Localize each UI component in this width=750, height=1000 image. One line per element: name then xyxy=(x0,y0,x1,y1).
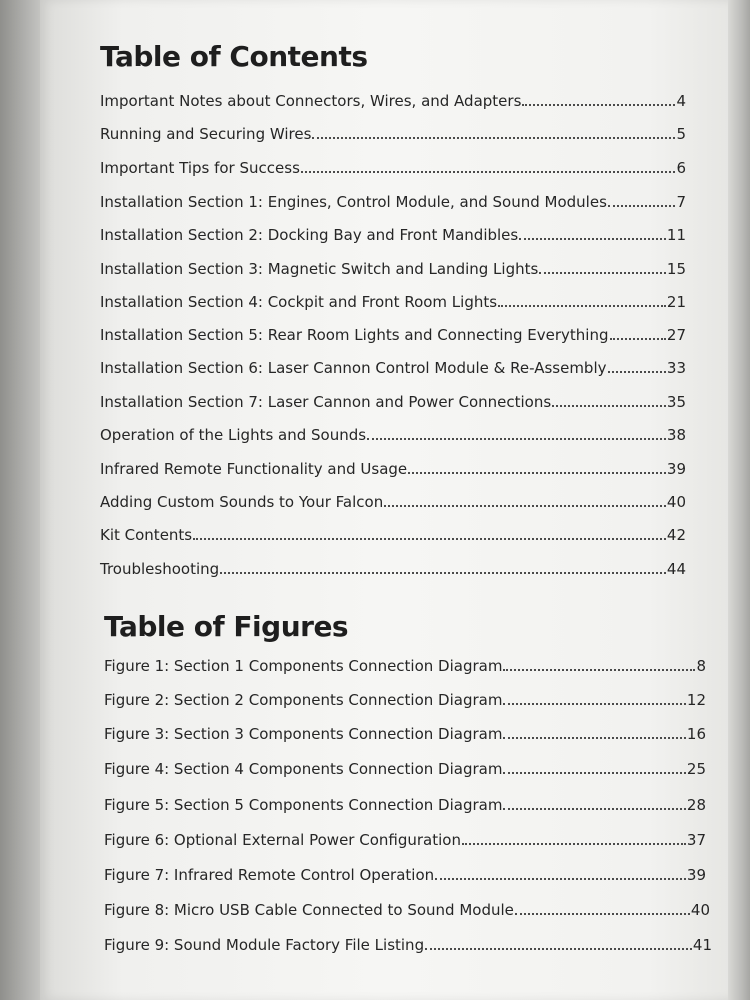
toc-entry[interactable] xyxy=(100,459,686,479)
tof-entry-label: Figure 2: Section 2 Components Connection Diagram xyxy=(104,691,503,709)
toc-entry-page-number: 40 xyxy=(666,493,686,511)
tof-entry-label: Figure 1: Section 1 Components Connection Diagram xyxy=(104,657,503,675)
tof-entry-label: Figure 9: Sound Module Factory File Listing xyxy=(104,936,425,954)
toc-entry-label: Running and Securing Wires xyxy=(100,125,312,143)
toc-entry[interactable] xyxy=(100,259,686,279)
dot-leader xyxy=(301,171,676,173)
tof-entry[interactable] xyxy=(104,724,706,744)
toc-entry-label: Installation Section 7: Laser Cannon and Power Connections xyxy=(100,393,552,411)
dot-leader xyxy=(312,137,675,139)
dot-leader xyxy=(425,948,692,950)
toc-entry[interactable] xyxy=(100,358,686,378)
tof-entry-label: Figure 6: Optional External Power Configuration xyxy=(104,831,461,849)
tof-entry-page-number: 37 xyxy=(686,831,706,849)
toc-entry[interactable] xyxy=(100,425,686,445)
toc-entry[interactable] xyxy=(100,559,686,579)
toc-entry[interactable] xyxy=(100,158,686,178)
tof-entry[interactable] xyxy=(104,759,706,779)
toc-entry-label: Operation of the Lights and Sounds xyxy=(100,426,367,444)
dot-leader xyxy=(610,338,666,340)
tof-entry-page-number: 16 xyxy=(686,725,706,743)
tof-entry[interactable] xyxy=(104,900,710,920)
tof-entry-label: Figure 7: Infrared Remote Control Operation xyxy=(104,866,435,884)
toc-entry[interactable] xyxy=(100,492,686,512)
tof-entry-page-number: 8 xyxy=(696,657,706,675)
dot-leader xyxy=(503,772,685,774)
tof-entry-label: Figure 4: Section 4 Components Connection Diagram xyxy=(104,760,503,778)
toc-entry[interactable] xyxy=(100,292,686,312)
dot-leader xyxy=(515,913,690,915)
tof-entry-page-number: 40 xyxy=(690,901,710,919)
toc-title: Table of Contents xyxy=(100,40,368,73)
toc-entry[interactable] xyxy=(100,124,686,144)
toc-entry-label: Adding Custom Sounds to Your Falcon xyxy=(100,493,384,511)
dot-leader xyxy=(503,669,695,671)
toc-entry[interactable] xyxy=(100,525,686,545)
toc-entry-page-number: 38 xyxy=(666,426,686,444)
dot-leader xyxy=(522,104,675,106)
tof-entry-page-number: 39 xyxy=(686,866,706,884)
toc-entry[interactable] xyxy=(100,225,686,245)
dot-leader xyxy=(503,703,685,705)
toc-entry[interactable] xyxy=(100,325,686,345)
toc-entry-label: Kit Contents xyxy=(100,526,193,544)
toc-entry-label: Installation Section 6: Laser Cannon Control Module & Re-Assembly xyxy=(100,359,607,377)
toc-entry-label: Installation Section 5: Rear Room Lights and Connecting Everything xyxy=(100,326,609,344)
tof-entry-label: Figure 5: Section 5 Components Connection Diagram xyxy=(104,796,503,814)
dot-leader xyxy=(503,737,685,739)
tof-entry[interactable] xyxy=(104,830,706,850)
toc-entry-label: Installation Section 3: Magnetic Switch and Landing Lights xyxy=(100,260,539,278)
toc-entry-label: Installation Section 2: Docking Bay and Front Mandibles xyxy=(100,226,519,244)
toc-entry-page-number: 15 xyxy=(666,260,686,278)
dot-leader xyxy=(384,505,666,507)
toc-entry-page-number: 7 xyxy=(676,193,686,211)
tof-entry[interactable] xyxy=(104,690,706,710)
dot-leader xyxy=(608,205,676,207)
book-spine-shadow xyxy=(0,0,44,1000)
tof-entry-label: Figure 8: Micro USB Cable Connected to Sound Module xyxy=(104,901,514,919)
dot-leader xyxy=(519,238,666,240)
toc-entry-page-number: 4 xyxy=(676,92,686,110)
tof-entry-page-number: 28 xyxy=(686,796,706,814)
tof-entry[interactable] xyxy=(104,935,712,955)
toc-entry[interactable] xyxy=(100,392,686,412)
toc-entry-label: Infrared Remote Functionality and Usage xyxy=(100,460,408,478)
toc-entry-page-number: 21 xyxy=(666,293,686,311)
tof-entry-page-number: 12 xyxy=(686,691,706,709)
dot-leader xyxy=(462,843,686,845)
toc-entry-page-number: 33 xyxy=(666,359,686,377)
toc-entry-page-number: 42 xyxy=(666,526,686,544)
toc-entry-label: Installation Section 4: Cockpit and Front Room Lights xyxy=(100,293,498,311)
toc-entry-page-number: 5 xyxy=(676,125,686,143)
dot-leader xyxy=(408,472,666,474)
tof-entry-page-number: 41 xyxy=(692,936,712,954)
dot-leader xyxy=(435,878,686,880)
tof-entry[interactable] xyxy=(104,865,706,885)
toc-entry-page-number: 35 xyxy=(666,393,686,411)
dot-leader xyxy=(503,808,685,810)
dot-leader xyxy=(220,572,666,574)
toc-entry-label: Important Notes about Connectors, Wires, and Adapters xyxy=(100,92,522,110)
toc-entry[interactable] xyxy=(100,91,686,111)
tof-entry-label: Figure 3: Section 3 Components Connection Diagram xyxy=(104,725,503,743)
toc-entry-page-number: 11 xyxy=(666,226,686,244)
dot-leader xyxy=(367,438,666,440)
tof-entry[interactable] xyxy=(104,656,706,676)
tof-entry[interactable] xyxy=(104,795,706,815)
page-edge xyxy=(728,0,750,1000)
dot-leader xyxy=(608,371,666,373)
toc-entry-label: Troubleshooting xyxy=(100,560,220,578)
dot-leader xyxy=(193,538,666,540)
dot-leader xyxy=(498,305,666,307)
tof-title: Table of Figures xyxy=(104,610,349,643)
toc-entry-label: Installation Section 1: Engines, Control Module, and Sound Modules xyxy=(100,193,607,211)
toc-entry[interactable] xyxy=(100,192,686,212)
dot-leader xyxy=(552,405,666,407)
toc-entry-page-number: 39 xyxy=(666,460,686,478)
dot-leader xyxy=(539,272,666,274)
toc-entry-label: Important Tips for Success xyxy=(100,159,300,177)
toc-entry-page-number: 6 xyxy=(676,159,686,177)
toc-entry-page-number: 27 xyxy=(666,326,686,344)
toc-entry-page-number: 44 xyxy=(666,560,686,578)
tof-entry-page-number: 25 xyxy=(686,760,706,778)
